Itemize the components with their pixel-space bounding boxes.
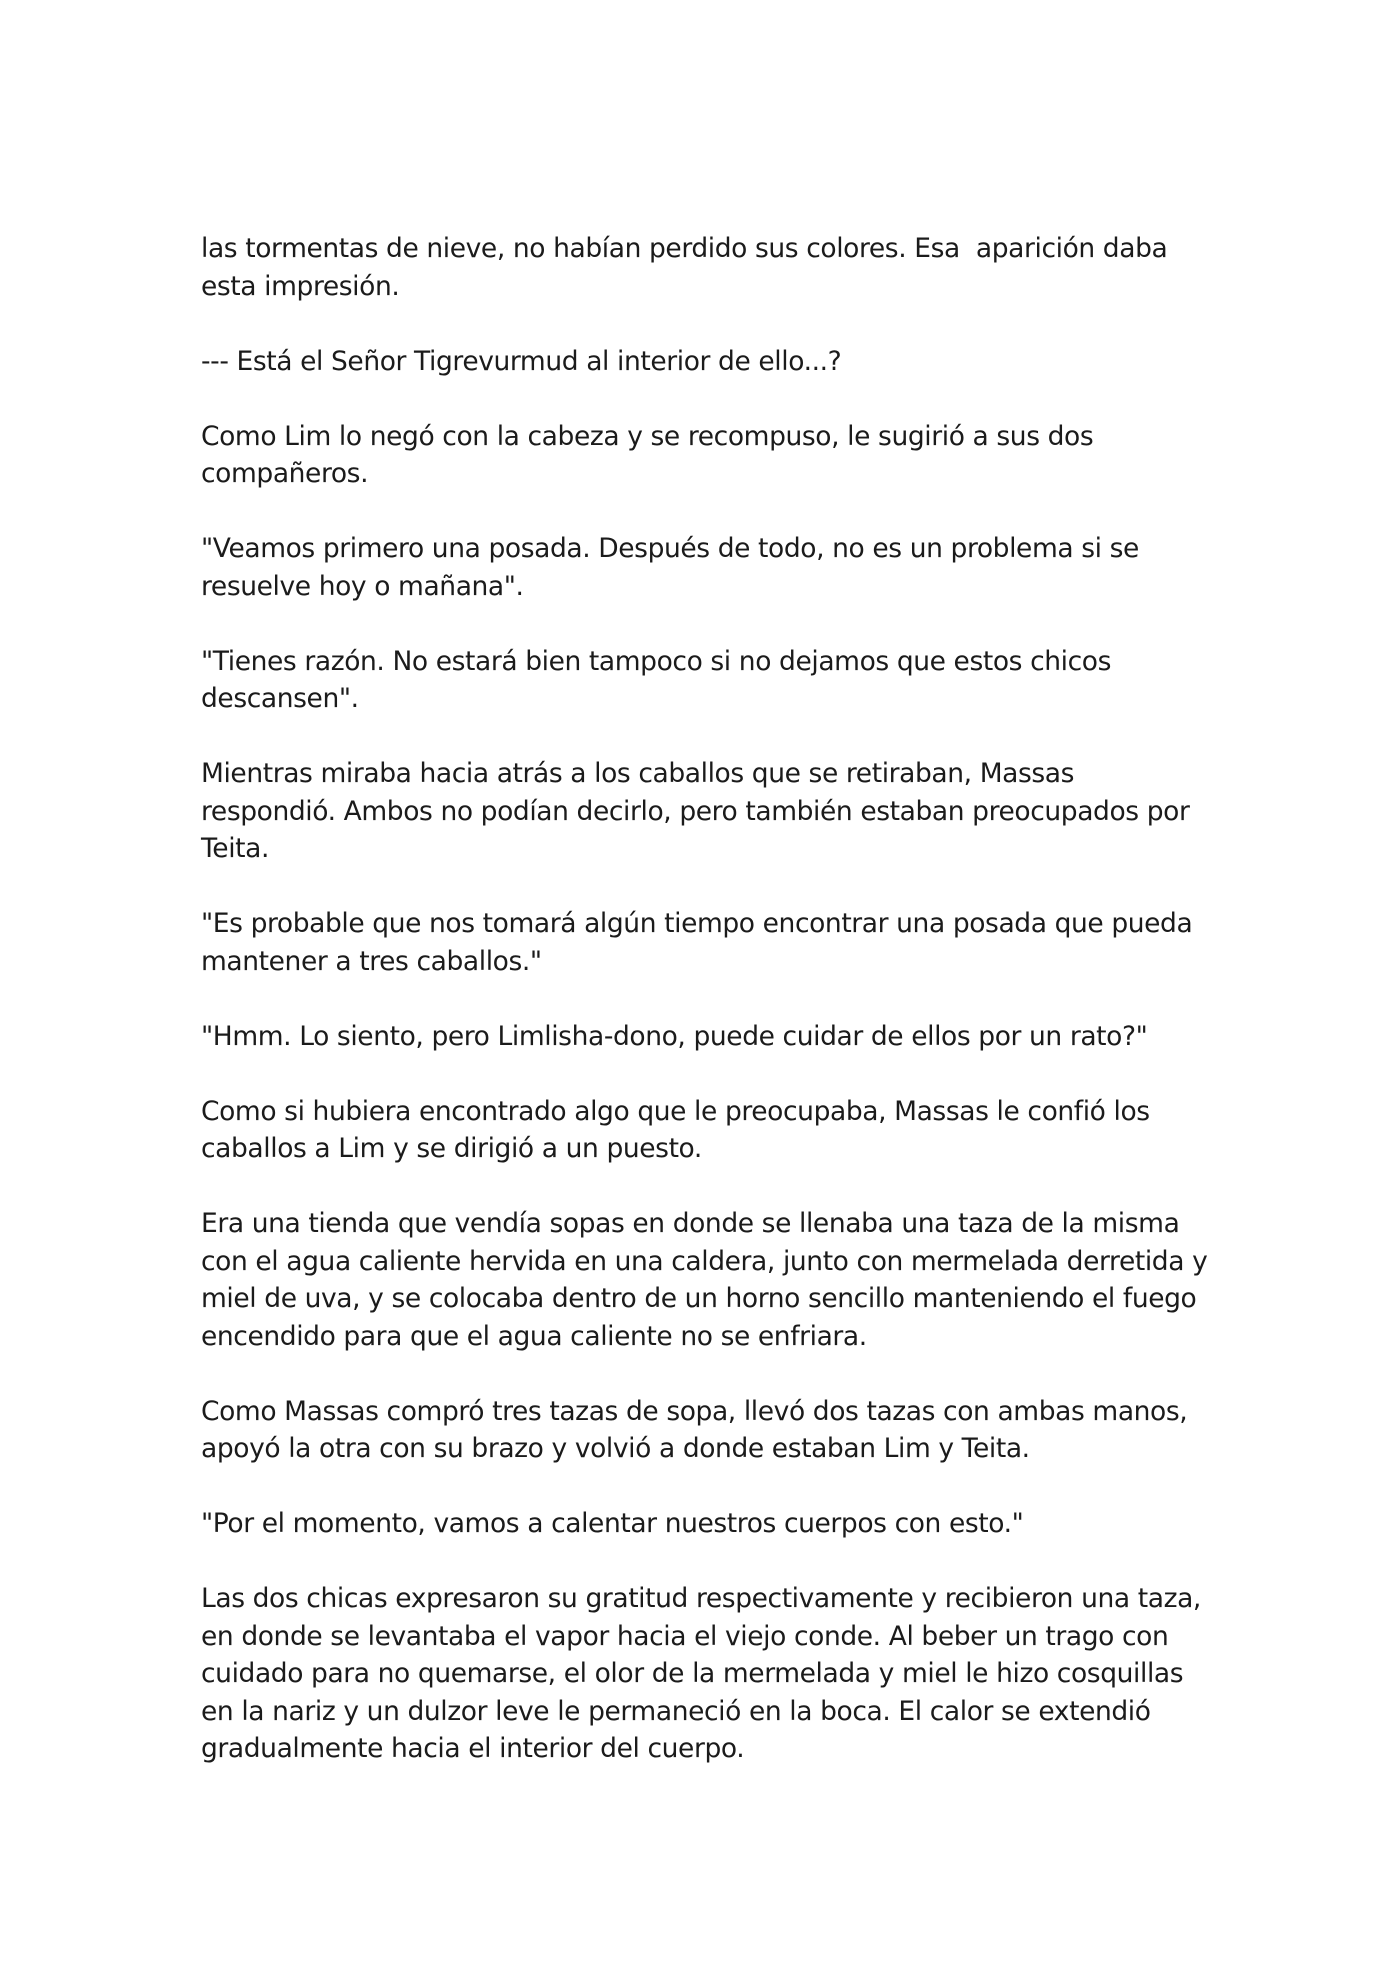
paragraph-12: "Por el momento, vamos a calentar nuestros cuerpos con esto." — [201, 1508, 1024, 1539]
paragraph-11: Como Massas compró tres tazas de sopa, llevó dos tazas con ambas manos, apoyó la otra con su brazo y volvió a donde estaban Lim y Teita. — [201, 1395, 1196, 1464]
paragraph-5: "Tienes razón. No estará bien tampoco si no dejamos que estos chicos descansen". — [201, 645, 1120, 714]
paragraph-7: "Es probable que nos tomará algún tiempo encontrar una posada que pueda mantener a tres caballos." — [201, 908, 1201, 977]
paragraph-4: "Veamos primero una posada. Después de todo, no es un problema si se resuelve hoy o mañana". — [201, 533, 1147, 602]
paragraph-1: las tormentas de nieve, no habían perdido sus colores. Esa aparición daba esta impresión. — [201, 233, 1176, 302]
paragraph-6: Mientras miraba hacia atrás a los caballos que se retiraban, Massas respondió. Ambos no podían decirlo, pero también estaban preocupados por Teita. — [201, 758, 1198, 864]
paragraph-2: --- Está el Señor Tigrevurmud al interior de ello...? — [201, 345, 842, 377]
paragraph-13: Las dos chicas expresaron su gratitud respectivamente y recibieron una taza, en donde se levantaba el vapor hacia el viejo conde. Al beber un trago con cuidado para no quemarse, el olor de la mermelada y miel le hizo cosquillas en la nariz y un dulzor leve le permaneció en la boca. El calor se extendió gradualmente hacia el interior del cuerpo. — [201, 1583, 1209, 1764]
paragraph-9: Como si hubiera encontrado algo que le preocupaba, Massas le confió los caballos a Lim y se dirigió a un puesto. — [201, 1095, 1158, 1164]
document-body — [201, 230, 1216, 1805]
paragraph-10: Era una tienda que vendía sopas en donde se llenaba una taza de la misma con el agua caliente hervida en una caldera, junto con mermelada derretida y miel de uva, y se colocaba dentro de un horno sencillo manteniendo el fuego encendido para que el agua caliente no se enfriara. — [201, 1208, 1216, 1352]
paragraph-3: Como Lim lo negó con la cabeza y se recompuso, le sugirió a sus dos compañeros. — [201, 420, 1102, 489]
paragraph-8: "Hmm. Lo siento, pero Limlisha-dono, puede cuidar de ellos por un rato?" — [201, 1020, 1148, 1052]
